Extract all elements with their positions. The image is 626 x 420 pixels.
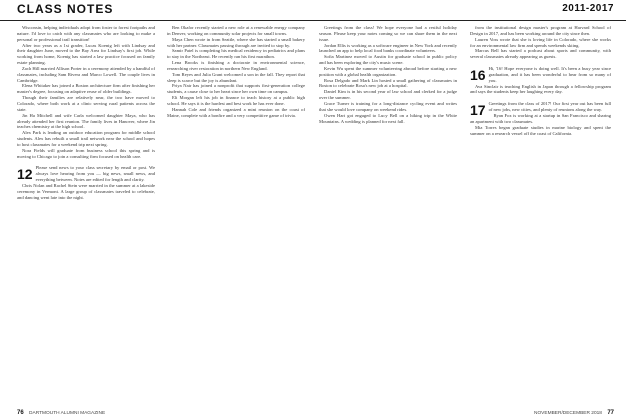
text-column-4 [470, 25, 611, 403]
class-year-marker: 16 [470, 67, 486, 84]
class-note-paragraph [319, 78, 457, 90]
note-text: Though their families are relatively near, the two have moved to Colorado, where both work at a clinic serving rural patients across the state. [17, 95, 155, 112]
class-note-paragraph [319, 54, 457, 66]
note-text: Priya Nair has joined a nonprofit that supports first-generation college students, a cause close to her heart since her own time on campus. [167, 83, 305, 95]
class-note-paragraph [470, 25, 611, 37]
class-note-paragraph [167, 83, 305, 95]
note-text: Eli Morgan left his job in finance to teach history at a public high school. He says it is the hardest and best work he has ever done. [167, 95, 305, 106]
note-text: Hi, '16! Hope everyone is doing well. It's been a busy year since graduation, and it has been wonderful to hear from so many of you. [488, 66, 611, 83]
class-note-paragraph [470, 84, 611, 96]
note-text: Alex Park is leading an outdoor education program for middle school students. Alex has rebuilt a small trail network near the school and hopes to host classmates for a weekend trip next spring. [17, 130, 155, 147]
class-note-paragraph [17, 165, 155, 183]
class-year-marker: 17 [470, 102, 486, 119]
text-column-1 [17, 25, 155, 403]
class-note-paragraph [470, 37, 611, 49]
class-note-paragraph [17, 130, 155, 148]
class-year-marker: 12 [17, 166, 33, 183]
page-number-left: 76 [17, 410, 24, 416]
class-note-paragraph [167, 60, 305, 72]
note-text: Kevin Wu spent the summer volunteering abroad before starting a new position with a global health organization. [319, 65, 457, 77]
note-text: Lauren Voss wrote that she is loving life in Colorado, where she works for an environmental law firm and spends weekends skiing. [470, 36, 611, 48]
class-note-paragraph [167, 25, 305, 37]
class-note-paragraph [470, 125, 611, 137]
note-text: Daniel Kim is in his second year of law school and clerked for a judge over the summer. [319, 89, 457, 101]
note-text: Hannah Cole and friends organized a mini reunion on the coast of Maine, complete with a bonfire and a very competitive game of trivia. [167, 106, 305, 118]
class-note-paragraph [167, 107, 305, 119]
note-text: Sofia Martinez moved to Austin for graduate school in public policy and has been exploring the city's music scene. [319, 54, 457, 66]
note-text: Nora Fields will graduate from business school this spring and is moving to Chicago to join a consulting firm focused on health care. [17, 147, 155, 159]
note-text: Ava Sinclair is teaching English in Japan through a fellowship program and says the students keep her laughing every day. [470, 83, 611, 95]
note-text: Grace Turner is training for a long-distance cycling event and writes that she would love company on weekend rides. [319, 100, 457, 112]
page-footer [0, 406, 626, 420]
publication-name: DARTMOUTH ALUMNI MAGAZINE [29, 411, 106, 416]
class-note-paragraph [17, 25, 155, 43]
note-text: Ryan Fox is working at a startup in San Francisco and sharing an apartment with two classmates. [470, 112, 611, 124]
class-note-paragraph [167, 72, 305, 84]
text-column-2 [167, 25, 305, 403]
note-text: Owen Hart got engaged to Lucy Bell on a hiking trip in the White Mountains. A wedding is planned for next fall. [319, 112, 457, 124]
class-note-paragraph [167, 37, 305, 49]
note-text: Elena Whitaker has joined a Boston architecture firm after finishing her master's degree, focusing on adaptive reuse of older buildings. [17, 83, 155, 95]
text-column-3 [319, 25, 457, 403]
note-text: Greetings from the class! We hope everyone had a restful holiday season. Please keep your notes coming so we can share them in the next issue. [319, 25, 457, 42]
year-range: 2011-2017 [562, 3, 614, 14]
page-number-right: 77 [607, 410, 614, 416]
class-note-paragraph [470, 113, 611, 125]
footer-left [17, 410, 105, 416]
class-note-paragraph [167, 95, 305, 107]
class-note-paragraph [319, 43, 457, 55]
note-text: After two years as a 1st grader, Lucas Koenig left with Lindsay and their daughter June, moved to the Bay Area for Lindsay's first job. While working from home, Koenig has started a law practice focused on family estate planning. [17, 42, 155, 66]
note-text: Marcus Bell has started a podcast about sports and community, with several classmates already appearing as guests. [470, 48, 611, 60]
class-note-paragraph [319, 113, 457, 125]
class-note-paragraph [17, 95, 155, 113]
issue-date: NOVEMBER/DECEMBER 2018 [533, 411, 602, 416]
section-title: CLASS NOTES [17, 2, 114, 16]
note-text: Lena Brooks is finishing a doctorate in environmental science, researching river restoration in northern New England. [167, 60, 305, 71]
note-text: Tom Reyes and Julia Grant welcomed a son in the fall. They report that sleep is scarce but the joy is abundant. [167, 71, 305, 83]
note-text: Wisconsin, helping individuals adopt from foster to forest footpaths and nature. I'd love to catch with any classmates who are looking to make a personal or professional trail transition! [17, 25, 155, 42]
note-text: Jordan Ellis is working as a software engineer in New York and recently launched an app to help local food banks coordinate volunteers. [319, 42, 457, 54]
note-text: Greetings from the class of 2017! Our first year out has been full of new jobs, new cities, and plenty of reunions along the way. [488, 101, 611, 113]
class-note-paragraph [167, 48, 305, 60]
class-note-paragraph [470, 48, 611, 60]
class-note-paragraph [319, 66, 457, 78]
note-text: Maya Chen wrote in from Seattle, where she has started a small bakery with her partner. Classmates passing through are invited to stop by. [167, 36, 305, 48]
class-note-paragraph [17, 66, 155, 84]
class-note-paragraph [319, 89, 457, 101]
note-text: Jin Ha Mitchell and wife Carla welcomed daughter Maya, who has already attended her first reunion. The family lives in Hanover, where Jin teaches chemistry at the high school. [17, 112, 155, 130]
note-text: Zach Hill married Allison Porter in a ceremony attended by a handful of classmates, including Sam Rivera and Marco Lowell. The couple lives in Cambridge. [17, 65, 155, 83]
class-note-paragraph [17, 43, 155, 66]
note-text: from the institutional design master's program at Harvard School of Design in 2017, and has been working around the city since then. [470, 25, 611, 36]
class-note-paragraph [470, 66, 611, 84]
note-text: Samir Patel is completing his medical residency in pediatrics and plans to stay in the Northeast. He recently ran his first marathon. [167, 48, 305, 60]
note-text: Ben Okafor recently started a new role at a renewable energy company in Denver, working on community solar projects for small towns. [167, 25, 305, 36]
class-note-paragraph [17, 113, 155, 131]
note-text: Please send news to your class secretary by email or post. We always love hearing from you — big news, small news, and everything between. Notes are edited for length and clarity. [35, 165, 155, 183]
note-text: Rosa Delgado and Mark Lin hosted a small gathering of classmates in Boston to celebrate Rosa's new job at a hospital. [319, 77, 457, 89]
note-text: Mia Torres began graduate studies in marine biology and spent the summer on a research vessel off the coast of California. [470, 124, 611, 136]
footer-right [534, 410, 614, 416]
note-text: Chris Nolan and Rachel Stein were married in the summer at a lakeside ceremony in Vermont. A large group of classmates traveled to celebrate, and dancing went late into the night. [17, 182, 155, 200]
class-note-paragraph [319, 101, 457, 113]
class-note-paragraph [17, 83, 155, 95]
class-note-paragraph [17, 183, 155, 201]
class-note-paragraph [17, 148, 155, 160]
page-header [0, 0, 626, 21]
class-note-paragraph [319, 25, 457, 43]
